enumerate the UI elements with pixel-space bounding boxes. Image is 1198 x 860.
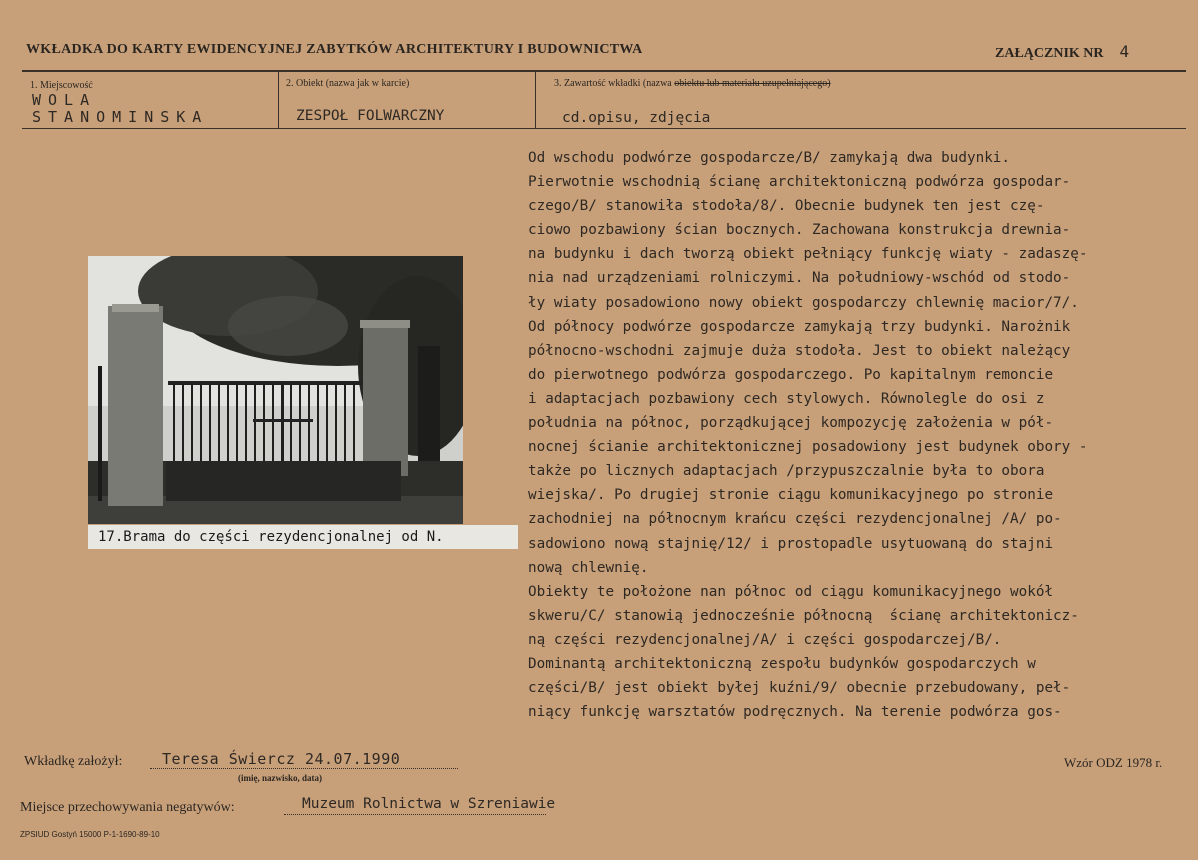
storage-label: Miejsce przechowywania negatywów: [20,800,235,815]
header-rule-bottom [22,128,1186,129]
author-label: Wkładkę założył: [24,754,123,769]
description-line: Pierwotnie wschodnią ścianę architektoniczną podwórza gospodar- [528,174,1071,191]
annex-label [995,42,1129,62]
description-line: i adaptacjach pozbawiony cech stylowych. Równolegle do osi z [528,390,1045,407]
place-line-2: STANOMINSKA [32,108,209,126]
description-line: części/B/ jest obiekt byłej kuźni/9/ obecnie przebudowany, peł- [528,680,1071,697]
field-divider-1 [278,72,279,128]
place-line-1: WOLA [32,91,97,109]
author-dotline [150,768,458,769]
description-line: skweru/C/ stanowią jednocześnie północną ścianę architektonicz- [528,607,1079,624]
gate-photo-image [88,256,463,524]
description-line: na budynku i dach tworzą obiekt pełniący funkcję wiaty - zadaszę- [528,246,1088,263]
object-value: ZESPOŁ FOLWARCZNY [296,108,445,124]
template-code: Wzór ODZ 1978 r. [1064,755,1163,770]
content-label-prefix: 3. Zawartość wkładki (nazwa [554,78,672,89]
description-line: Dominantą architektoniczną zespołu budynków gospodarczych w [528,655,1036,672]
description-line: nową chlewnię. [528,559,649,576]
description-line: Od północy podwórze gospodarcze zamykają trzy budynki. Narożnik [528,318,1071,335]
description-line: ły wiaty posadowiono nowy obiekt gospodarczy chlewnię macior/7/. [528,294,1079,311]
description-line: niący funkcję warsztatów podręcznych. Na terenie podwórza gos- [528,704,1062,721]
content-label [554,78,831,89]
description-line: czego/B/ stanowiła stodoła/8/. Obecnie budynek ten jest czę- [528,198,1045,215]
author-hint: (imię, nazwisko, data) [238,773,322,783]
content-value: cd.opisu, zdjęcia [562,110,711,126]
description-line: Od wschodu podwórze gospodarcze/B/ zamykają dwa budynki. [528,150,1011,166]
description-line: ną części rezydencjonalnej/A/ i części gospodarczej/B/. [528,631,1002,648]
field-divider-2 [535,72,536,128]
description-line: nocnej ścianie architektonicznej posadowiony jest budynek obory - [528,439,1088,456]
description-line: ciowo pozbawiony ścian bocznych. Zachowana konstrukcja drewnia- [528,222,1071,239]
description-line: sadowiono nową stajnię/12/ i prostopadle usytuowaną do stajni [528,535,1054,552]
storage-dotline [284,814,546,815]
description-line: także po licznych adaptacjach /przypuszczalnie była to obora [528,463,1045,480]
photo-caption: 17.Brama do części rezydencjonalnej od N. [88,525,518,549]
card-title: WKŁADKA DO KARTY EWIDENCYJNEJ ZABYTKÓW ARCHITEKTURY I BUDOWNICTWA [26,42,643,57]
header-rule-top [22,70,1186,72]
storage-value: Muzeum Rolnictwa w Szreniawie [302,796,556,812]
gate-photo [88,256,463,524]
annex-number: 4 [1119,42,1130,61]
description-line: zachodniej na północnym krańcu części rezydencjonalnej /A/ po- [528,511,1062,528]
description-line: Obiekty te położone nan północ od ciągu komunikacyjnego wokół [528,583,1054,600]
content-label-struck: obiektu lub materiału uzupełniającego) [674,78,831,89]
description-line: do pierwotnego podwórza gospodarczego. Po kapitalnym remoncie [528,366,1054,383]
object-label: 2. Obiekt (nazwa jak w karcie) [286,78,410,89]
description-line: wiejska/. Po drugiej stronie ciągu komunikacyjnego po stronie [528,487,1054,504]
description-line: północno-wschodni zajmuje duża stodoła. Jest to obiekt należący [528,342,1071,359]
annex-label-text: ZAŁĄCZNIK NR [995,46,1104,61]
place-label: 1. Miejscowość [30,80,93,91]
author-value: Teresa Świercz 24.07.1990 [162,750,401,768]
description-line: południa na północ, porządkującej kompozycję założenia w pół- [528,415,1054,432]
description-line: nia nad urządzeniami rolniczymi. Na południowy-wschód od stodo- [528,270,1071,287]
description-text [528,146,1188,724]
print-code: ZPSIUD Gostyń 15000 P-1-1690-89-10 [20,830,160,839]
